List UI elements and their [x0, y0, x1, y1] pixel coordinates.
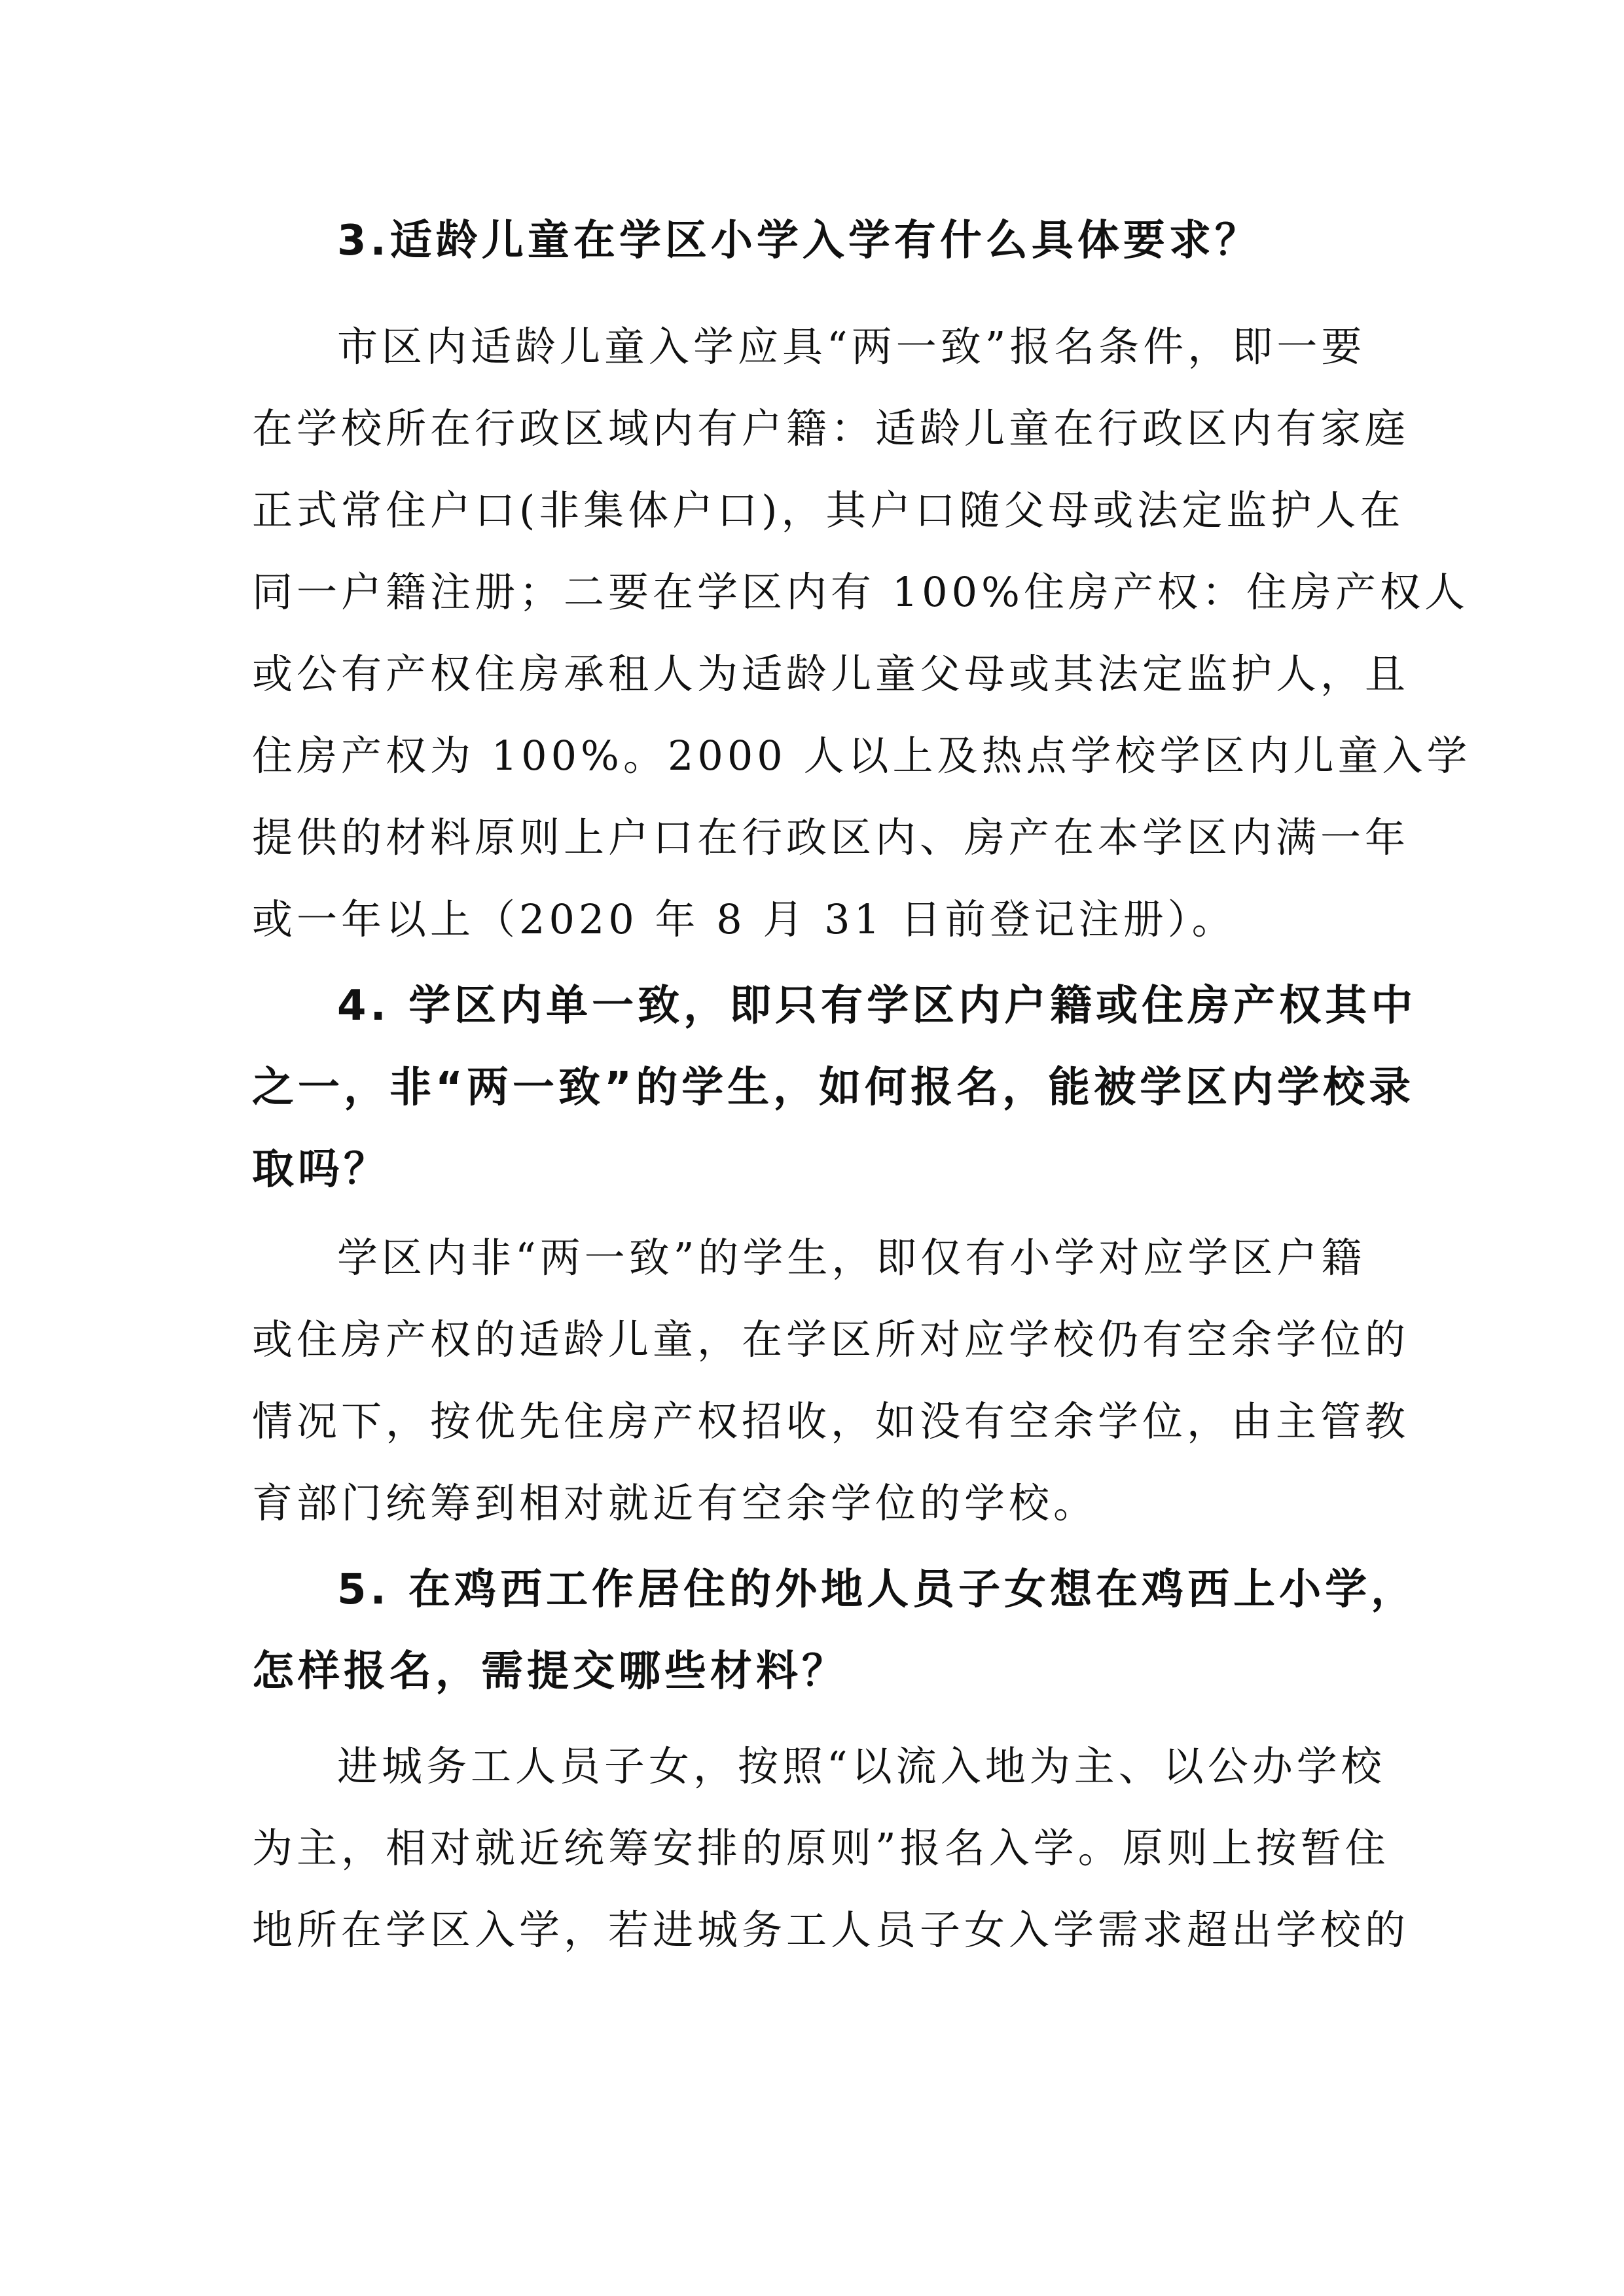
answer-3-line: 或一年以上（2020 年 8 月 31 日前登记注册）。: [252, 895, 1236, 943]
answer-5-line: 进城务工人员子女，按照“以流入地为主、以公办学校: [337, 1742, 1386, 1790]
answer-4-line: 学区内非“两一致”的学生，即仅有小学对应学区户籍: [337, 1234, 1366, 1282]
answer-3-line: 或公有产权住房承租人为适龄儿童父母或其法定监护人，且: [252, 650, 1410, 698]
answer-3-line: 提供的材料原则上户口在行政区内、房产在本学区内满一年: [252, 814, 1410, 861]
answer-5-line: 为主，相对就近统筹安排的原则”报名入学。原则上按暂住: [252, 1824, 1390, 1872]
answer-4-line: 育部门统筹到相对就近有空余学位的学校。: [252, 1479, 1098, 1527]
answer-5-line: 地所在学区入学，若进城务工人员子女入学需求超出学校的: [252, 1906, 1410, 1954]
answer-4-line: 情况下，按优先住房产权招收，如没有空余学位，由主管教: [252, 1397, 1410, 1445]
question-5-heading: 怎样报名，需提交哪些材料？: [252, 1647, 848, 1696]
answer-4-line: 或住房产权的适龄儿童，在学区所对应学校仍有空余学位的: [252, 1316, 1410, 1363]
question-4-heading: 之一，非“两一致”的学生，如何报名，能被学区内学校录: [252, 1064, 1415, 1112]
question-4-heading: 取吗？: [252, 1145, 389, 1194]
answer-3-line: 在学校所在行政区域内有户籍：适龄儿童在行政区内有家庭: [252, 404, 1410, 452]
question-4-heading: 4. 学区内单一致，即只有学区内户籍或住房产权其中: [337, 982, 1417, 1030]
answer-3-line: 市区内适龄儿童入学应具“两一致”报名条件，即一要: [337, 323, 1366, 370]
question-3-heading: 3.适龄儿童在学区小学入学有什么具体要求？: [337, 217, 1261, 265]
question-5-heading: 5. 在鸡西工作居住的外地人员子女想在鸡西上小学，: [337, 1566, 1417, 1614]
answer-3-line: 正式常住户口(非集体户口)，其户口随父母或法定监护人在: [252, 486, 1405, 534]
answer-3-line: 住房产权为 100%。2000 人以上及热点学校学区内儿童入学: [252, 732, 1471, 780]
answer-3-line: 同一户籍注册；二要在学区内有 100%住房产权：住房产权人: [252, 568, 1469, 616]
